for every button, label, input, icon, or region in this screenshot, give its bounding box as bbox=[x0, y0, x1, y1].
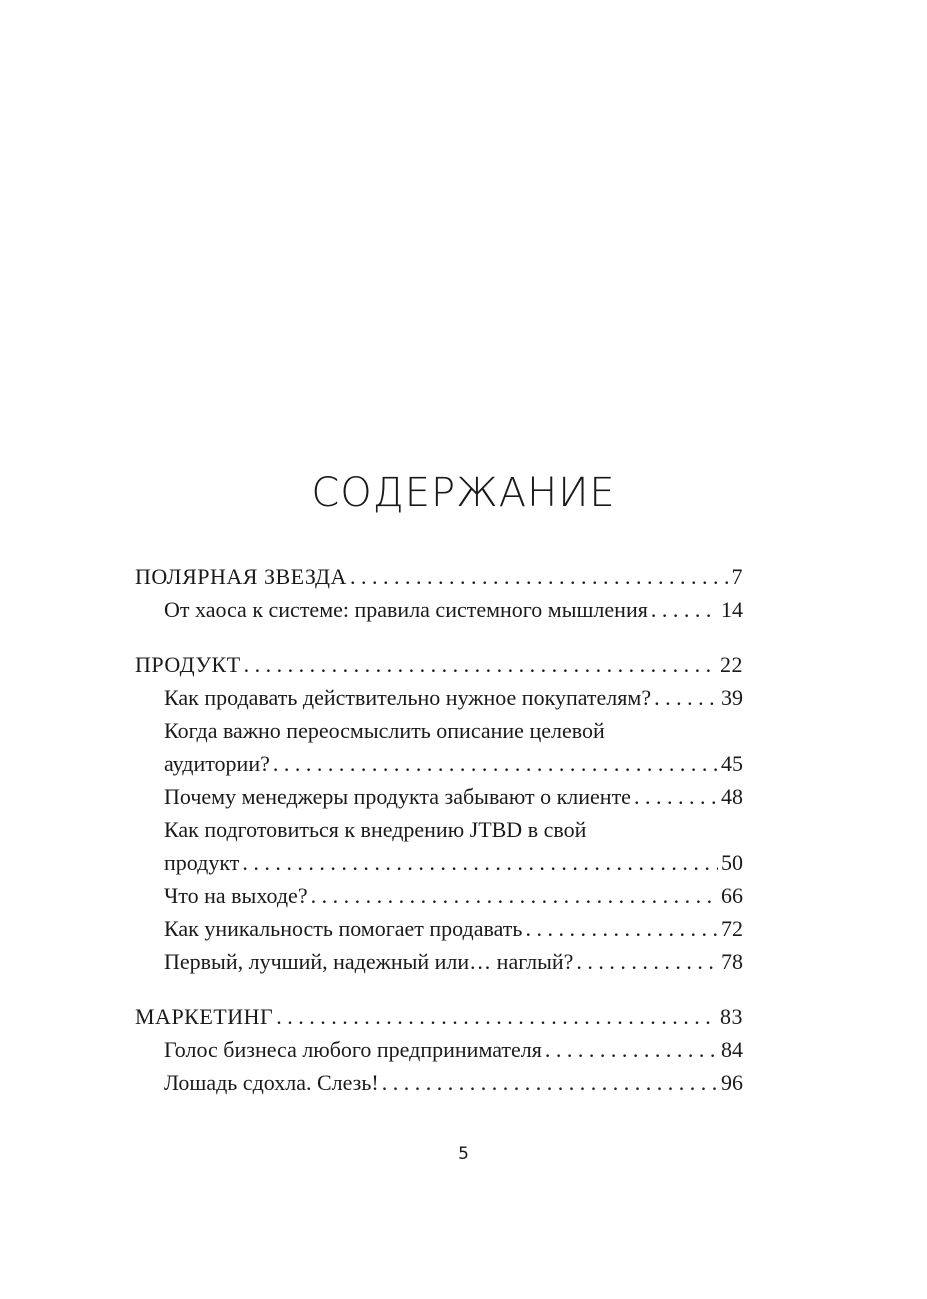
toc-entry[interactable] bbox=[135, 593, 743, 626]
toc-entry-first-line[interactable]: Как подготовиться к внедрению JTBD в свой bbox=[164, 817, 587, 842]
toc-entry-label: продукт bbox=[164, 850, 240, 875]
toc-entry-label: Лошадь сдохла. Слезь! bbox=[164, 1070, 379, 1095]
toc-leader-dots bbox=[244, 648, 717, 681]
toc-entry-label: Что на выходе? bbox=[164, 883, 308, 908]
toc-entry[interactable] bbox=[135, 681, 743, 714]
toc-section-heading[interactable] bbox=[135, 560, 743, 593]
toc-entry-label: От хаоса к системе: правила системного мышления bbox=[164, 597, 648, 622]
page-number: 5 bbox=[458, 1144, 469, 1164]
toc-page-number: 84 bbox=[721, 1037, 743, 1062]
toc-section-heading[interactable] bbox=[135, 648, 743, 681]
toc-page-number: 22 bbox=[720, 652, 743, 677]
toc-entry-label: Первый, лучший, надежный или… наглый? bbox=[164, 949, 574, 974]
toc-page-number: 48 bbox=[721, 784, 743, 809]
toc-leader-dots bbox=[350, 560, 729, 593]
toc-section-marketing bbox=[135, 1000, 743, 1099]
toc-entry-label: аудитории? bbox=[164, 751, 270, 776]
toc-page-number: 78 bbox=[721, 949, 743, 974]
toc-leader-dots bbox=[654, 681, 718, 714]
toc-leader-dots bbox=[576, 945, 718, 978]
toc-entry[interactable] bbox=[135, 780, 743, 813]
toc-page-number: 14 bbox=[721, 597, 743, 622]
toc-section-polar-star bbox=[135, 560, 743, 626]
toc-entry[interactable] bbox=[135, 1033, 743, 1066]
toc-entry-first-line[interactable]: Когда важно переосмыслить описание целевой bbox=[164, 718, 605, 743]
toc-entry-label: Голос бизнеса любого предпринимателя bbox=[164, 1037, 542, 1062]
toc-section-heading[interactable] bbox=[135, 1000, 743, 1033]
toc-entry-label: Как уникальность помогает продавать bbox=[164, 916, 523, 941]
toc-leader-dots bbox=[525, 912, 718, 945]
toc-page-number: 45 bbox=[721, 751, 743, 776]
toc-entry[interactable] bbox=[135, 747, 743, 780]
toc-page-number: 39 bbox=[721, 685, 743, 710]
toc-leader-dots bbox=[634, 780, 718, 813]
toc-leader-dots bbox=[276, 1000, 717, 1033]
table-of-contents bbox=[135, 560, 743, 1121]
toc-leader-dots bbox=[242, 846, 718, 879]
toc-section-label: МАРКЕТИНГ bbox=[135, 1004, 274, 1029]
toc-page-number: 50 bbox=[721, 850, 743, 875]
page-title: СОДЕРЖАНИЕ bbox=[311, 470, 616, 516]
toc-entry[interactable] bbox=[135, 945, 743, 978]
toc-entry[interactable] bbox=[135, 912, 743, 945]
toc-page-number: 83 bbox=[720, 1004, 743, 1029]
toc-page-number: 7 bbox=[731, 564, 743, 589]
toc-page-number: 72 bbox=[721, 916, 743, 941]
toc-entry[interactable] bbox=[135, 846, 743, 879]
toc-leader-dots bbox=[273, 747, 718, 780]
toc-page-number: 66 bbox=[721, 883, 743, 908]
toc-entry[interactable] bbox=[135, 1066, 743, 1099]
toc-leader-dots bbox=[311, 879, 718, 912]
toc-leader-dots bbox=[382, 1066, 718, 1099]
toc-entry-label: Как продавать действительно нужное покупателям? bbox=[164, 685, 652, 710]
toc-section-label: ПОЛЯРНАЯ ЗВЕЗДА bbox=[135, 564, 347, 589]
toc-page-number: 96 bbox=[721, 1070, 743, 1095]
toc-leader-dots bbox=[651, 593, 718, 626]
toc-entry[interactable] bbox=[135, 879, 743, 912]
toc-section-product bbox=[135, 648, 743, 978]
toc-entry-label: Почему менеджеры продукта забывают о клиенте bbox=[164, 784, 631, 809]
toc-section-label: ПРОДУКТ bbox=[135, 652, 241, 677]
toc-leader-dots bbox=[545, 1033, 718, 1066]
